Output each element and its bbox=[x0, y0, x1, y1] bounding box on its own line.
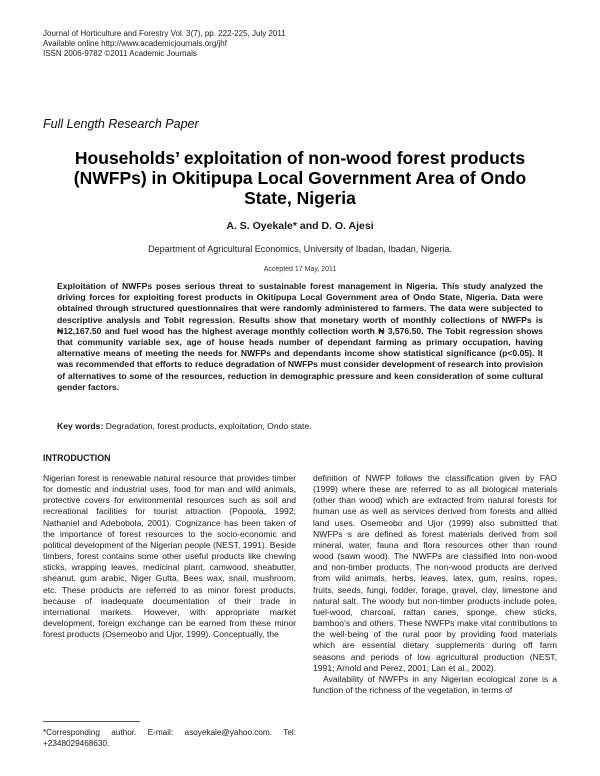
affiliation: Department of Agricultural Economics, University of Ibadan, Ibadan, Nigeria. bbox=[148, 244, 452, 254]
paper-type: Full Length Research Paper bbox=[43, 117, 199, 131]
journal-issn: ISSN 2006-9782 ©2011 Academic Journals bbox=[43, 49, 197, 58]
intro-paragraph-2: definition of NWFP follows the classification given by FAO (1999) where these are referred to as all biological materials (other than wood) which are extracted from natural forests for human use as well as services derived from forests and allied land uses. Osemeobo and Ujor (1999) also submitted that NWFPs s are defined as forest materials derived from soil mineral, water, fauna and flora resources other than round wood (sawn wood). The NWFPs are classified into non-wood and non-timber products. The non-wood products are derived from wild animals, herbs, leaves, latex, gum, resins, ropes, fruits, seeds, fungi, fodder, forage, gravel, clay, limestone and natural salt. The woody but non-timber products include poles, fuel-wood, charcoal, rattan canes, sponge, chew sticks, bamboo's and others. These NWFPs make vital contributions to the well-being of the rural poor by providing food materials which are essential dietary supplements during off farm seasons and periods of low agricultural production (NEST, 1991; Arnold and Perez, 2001; Lan et al., 2002). bbox=[313, 473, 557, 673]
keywords bbox=[57, 421, 543, 432]
keywords-text: Degradation, forest products, exploitation, Ondo state. bbox=[103, 421, 312, 431]
left-column bbox=[43, 473, 296, 640]
journal-online-url: Available online http://www.academicjournals.org/jhf bbox=[43, 39, 227, 48]
intro-paragraph-3: Availability of NWFPs in any Nigerian ecological zone is a function of the richness of the vegetation, in terms of bbox=[313, 673, 557, 695]
footnote-divider bbox=[43, 721, 140, 722]
intro-paragraph-1: Nigerian forest is renewable natural resource that provides timber for domestic and industrial uses, food for man and wild animals, protective covers for environmental resources such as soil and recreational facilities for tourist attraction (Popoola, 1992; Nathaniel and Adebobola, 2001). Cognizance has been taken of the importance of forest resources to the socio-economic and political development of the Nigerian people (NEST, 1991). Beside timbers, forest contains some other useful products like chewing sticks, wrapping leaves, medicinal plant, camwood, sheabutter, sheanut, gum arabic, Niger Gutta, Bees wax, snail, mushroom, etc. These products are referred to as minor forest products, because of inadequate documentation of their trade in international markets. However, with appropriate market development, foreign exchange can be earned from these minor forest products (Osemeobo and Ujor, 1999). Conceptually, the bbox=[43, 473, 296, 640]
accepted-date: Accepted 17 May, 2011 bbox=[263, 266, 337, 273]
keywords-label: Key words: bbox=[57, 421, 104, 431]
journal-citation: Journal of Horticulture and Forestry Vol. 3(7), pp. 222-225, July 2011 bbox=[43, 29, 286, 38]
corresponding-author-footnote: *Corresponding author. E-mail: asoyekale@yahoo.com. Tel: +2348029468630. bbox=[43, 728, 296, 748]
paper-title: Households’ exploitation of non-wood forest products (NWFPs) in Okitipupa Local Government Area of Ondo State, Nigeria bbox=[73, 148, 527, 208]
authors: A. S. Oyekale* and D. O. Ajesi bbox=[226, 220, 374, 232]
abstract: Exploitation of NWFPs poses serious threat to sustainable forest management in Nigeria. This study analyzed the driving forces for exploiting forest products in Okitipupa Local Government area of Ondo State, Nigeria. Data were obtained through structured questionnaires that were randomly administered to farmers. The data were subjected to descriptive analysis and Tobit regression. Results show that monetary worth of monthly collections of NWFPs is ₦12,167.50 and fuel wood has the highest average monthly collection worth ₦ 3,576.50. The Tobit regression shows that community variable sex, age of house heads number of dependant farming as primary occupation, having alternative means of meeting the needs for NWFPs and dependants income show statistical significance (p<0.05). It was recommended that efforts to reduce degradation of NWFPs must consider development of research into provision of alternatives to some of the resources, reduction in demographic pressure and keen consideration of some cultural gender factors. bbox=[57, 281, 543, 392]
section-heading-introduction: INTRODUCTION bbox=[43, 453, 111, 463]
right-column bbox=[313, 473, 557, 696]
